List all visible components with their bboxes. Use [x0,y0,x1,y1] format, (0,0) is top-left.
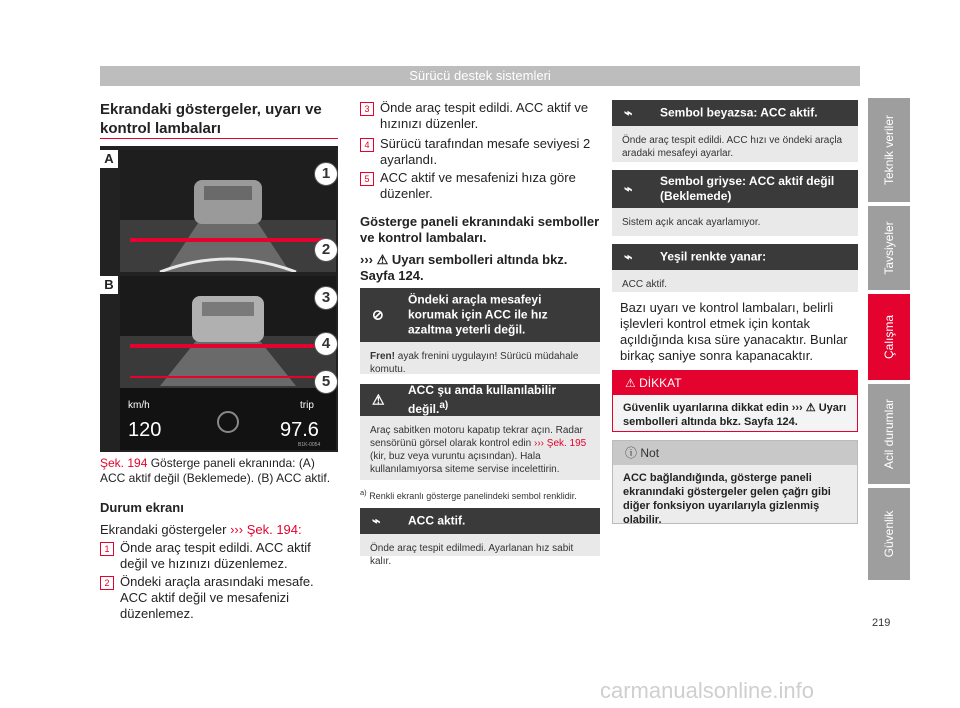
intro-text: Ekrandaki göstergeler [100,522,227,537]
warning-text: Güvenlik uyarılarına dikkat edin ››› ⚠ Uyarı sembolleri altında bkz. Sayfa 124. [623,402,847,428]
page-number: 219 [872,617,891,629]
callout-5: 5 [314,370,338,394]
symbol-box-head [612,170,858,208]
item-text: Önde araç tespit edildi. ACC aktif ve hızınızı düzenler. [380,100,589,131]
tab-label: Çalışma [882,314,896,360]
symbol-box-body: Önde araç tespit edilmedi. Ayarlanan hız sabit kalır. [370,543,574,567]
distance-bar [130,344,326,348]
symbol-box-head [360,508,600,534]
body-text: Araç sabitken motoru kapatıp tekrar açın. Radar sensörünü görsel olarak kontrol edin [370,425,583,449]
warning-icon: ⚠ [625,376,636,390]
tab-guvenlik[interactable] [868,488,910,580]
trip-value: 97.6 [280,419,319,441]
list-item [100,540,340,572]
acc-warning-icon: ⊘ [372,306,384,323]
tab-label: Acil durumlar [882,398,896,470]
figure-194 [100,146,338,452]
symbol-box [360,288,600,374]
distance-bar [130,238,326,242]
callout-3: 3 [314,286,338,310]
body-rest: (kir, buz veya vuruntu açısından). Hala kullanılamıyorsa siteme servise incelettirin. [370,451,560,475]
caption-ref: Şek. 194 [100,456,148,470]
list-item [360,136,600,168]
warning-box [612,370,858,432]
item-number: 4 [360,138,374,152]
display-heading: Durum ekranı [100,500,184,515]
caption-text: Gösterge paneli ekranında: (A) ACC aktif değil (Beklemede). (B) ACC aktif. [100,456,331,485]
symbols-heading: Gösterge paneli ekranındaki semboller ve kontrol lambaları. [360,214,600,245]
symbol-box-head [360,288,600,342]
callout-2: 2 [314,238,338,262]
list-item [360,170,600,202]
symbol-box-head [612,100,858,126]
tab-label: Güvenlik [882,510,896,558]
symbol-box-title [408,383,590,417]
symbols-block [360,214,600,284]
symbol-box-title: Sembol beyazsa: ACC aktif. [660,105,818,120]
callout-4: 4 [314,332,338,356]
footnote-text: Renkli ekranlı gösterge panelindeki sembol renklidir. [369,491,577,501]
warning-head [613,371,857,395]
acc-active-icon: ⌁ [372,512,381,529]
info-paragraph: Bazı uyarı ve kontrol lambaları, belirli işlevleri kontrol etmek için kontak açıldığında kısa süre yanacaktır. Bunlar birkaç saniye sonra kapanacaktır. [620,300,848,363]
symbol-box-head [612,244,858,270]
symbols-ref-text: ››› ⚠ Uyarı sembolleri altında bkz. Sayfa 124. [360,252,568,283]
tab-label: Tavsiyeler [882,221,896,275]
item-number: 3 [360,102,374,116]
intro-ref: ››› Şek. 194: [230,522,302,537]
title-sup: a) [439,400,449,411]
item-text: ACC aktif ve mesafenizi hıza göre düzenler. [380,170,576,201]
tab-acil-durumlar[interactable] [868,384,910,484]
footnote-mark: a) [360,488,367,497]
tab-label: Teknik veriler [882,114,896,186]
symbols-ref [360,252,600,284]
note-label: Not [640,446,660,460]
item-text: Önde araç tespit edildi. ACC aktif değil ve hızınızı düzenlemez. [120,540,311,571]
note-head [613,441,857,465]
note-text: ACC bağlandığında, gösterge paneli ekranındaki göstergeler gelen çağrı gibi diğer fonksiyon uyarılarıyla gizlenmiş olabilir. [623,472,831,526]
title-text: ACC şu anda kullanılabilir değil. [408,383,557,416]
body-ref: ››› Şek. 195 [534,438,587,449]
symbol-box [612,244,858,292]
body-bold: Fren! [370,351,395,362]
info-icon: ⓘ [625,446,638,460]
list-item [100,574,340,621]
acc-green-icon: ⌁ [624,248,633,265]
speed-unit: km/h [128,400,150,411]
symbol-box-body: Sistem açık ancak ayarlamıyor. [622,217,761,228]
tab-calisma[interactable] [868,294,910,380]
speed-value: 120 [128,419,162,441]
callout-1: 1 [314,162,338,186]
display-block [100,500,340,538]
symbol-box-title: Öndeki araçla mesafeyi korumak için ACC ile hız azaltma yeterli değil. [408,292,548,337]
chapter-header: Sürücü destek sistemleri [100,66,860,86]
tab-teknik-veriler[interactable] [868,98,910,202]
symbol-box [612,100,858,162]
symbol-box-body: ACC aktif. [622,279,668,290]
symbol-box-body [360,342,600,384]
list-item [360,100,600,132]
symbol-box-title: ACC aktif. [408,513,466,528]
symbol-box-title: Yeşil renkte yanar: [660,249,767,264]
body-text: ayak frenini uygulayın! Sürücü müdahale komutu. [370,351,579,375]
footnote [360,488,600,501]
acc-white-icon: ⌁ [624,104,633,121]
section-title: Ekrandaki göstergeler, uyarı ve kontrol lambaları [100,101,322,137]
symbol-box [612,170,858,236]
display-intro [100,522,340,538]
watermark: carmanualsonline.info [600,678,815,703]
section-rule [100,138,338,139]
item-text: Öndeki araçla arasındaki mesafe. ACC aktif değil ve mesafenizi düzenlemez. [120,574,314,621]
symbol-box-body [360,416,600,484]
item-number: 1 [100,542,114,556]
item-number: 5 [360,172,374,186]
symbol-box [360,384,600,480]
symbol-box-title: Sembol griyse: ACC aktif değil (Beklemede) [660,174,835,203]
figure-label-b: B [100,276,118,294]
note-box [612,440,858,524]
figure-label-a: A [100,150,118,168]
symbol-box-body: Önde araç tespit edildi. ACC hızı ve öndeki araçla aradaki mesafeyi ayarlar. [622,135,843,159]
symbol-box-head [360,384,600,416]
display-a [120,150,336,272]
acc-unavailable-icon: ⚠ [372,391,385,408]
tab-tavsiyeler[interactable] [868,206,910,290]
display-b [120,276,336,450]
trip-label: trip [300,400,314,411]
acc-grey-icon: ⌁ [624,180,633,197]
item-text: Sürücü tarafından mesafe seviyesi 2 ayarlandı. [380,136,591,167]
symbol-box [360,508,600,567]
figure-code: B1K-0054 [298,442,321,448]
figure-caption [100,456,338,486]
item-number: 2 [100,576,114,590]
warning-label: DİKKAT [639,376,682,390]
